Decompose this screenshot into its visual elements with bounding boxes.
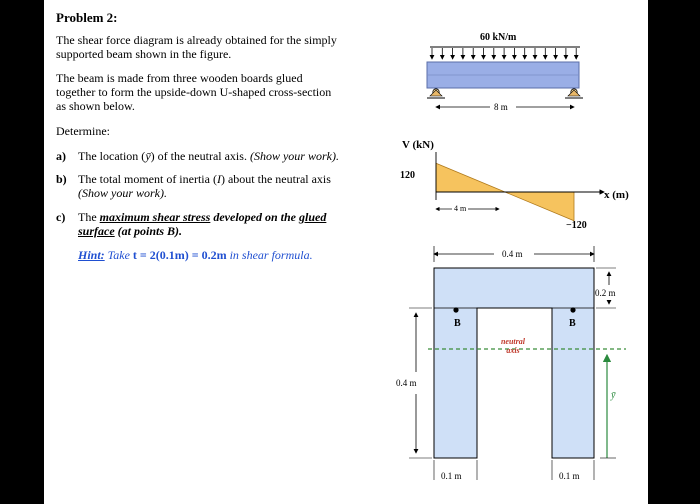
sfd-positive-area xyxy=(436,163,505,192)
sfd-axis-v-label: V (kN) xyxy=(402,139,434,151)
part-c-surface: surface xyxy=(78,224,115,238)
section-flange-label: 0.2 m xyxy=(595,288,616,298)
intro-line-2: supported beam shown in the figure. xyxy=(56,47,232,61)
part-a-pre: The location ( xyxy=(78,149,146,163)
problem-title: Problem 2: xyxy=(56,10,118,25)
para2-line-2: together to form the upside-down U-shaped cross-section xyxy=(56,85,332,99)
part-c-mid: developed on the xyxy=(210,210,300,224)
pin-support-right xyxy=(565,89,583,98)
point-b-right xyxy=(570,307,575,312)
span-label: 8 m xyxy=(494,102,508,112)
part-a-ybar: ȳ xyxy=(145,149,151,163)
hint-t: t xyxy=(132,248,137,262)
hint-label: Hint: xyxy=(78,248,105,262)
part-b-label: b) xyxy=(56,172,67,186)
sfd-negative-area xyxy=(505,192,574,221)
intro-line-1: The shear force diagram is already obtained for the simply xyxy=(56,33,337,47)
sfd-zero-label: 4 m xyxy=(454,204,467,213)
sfd-axis-x-label: x (m) xyxy=(604,189,629,201)
point-b-right-label: B xyxy=(569,318,576,329)
neutral-axis-label-line1: neutral xyxy=(500,337,525,346)
hint-value: 0.2m xyxy=(201,248,227,262)
cross-section xyxy=(434,268,594,458)
hint-eq: = 2(0.1m) = xyxy=(136,248,202,262)
hint-pre: Take xyxy=(104,248,133,262)
point-b-left-label: B xyxy=(454,318,461,329)
part-c-pre: The xyxy=(78,210,100,224)
part-c-emph1: maximum shear stress xyxy=(99,210,211,224)
part-c-label: c) xyxy=(56,210,66,224)
part-c-emph2: glued xyxy=(299,210,327,224)
part-a-label: a) xyxy=(56,149,66,163)
section-width-label: 0.4 m xyxy=(502,249,523,259)
section-height-label: 0.4 m xyxy=(396,378,417,388)
point-b-left xyxy=(453,307,458,312)
part-b-I: I xyxy=(216,172,221,186)
sfd-min-label: −120 xyxy=(566,220,587,231)
part-c-rest: (at points B). xyxy=(114,224,183,238)
load-label: 60 kN/m xyxy=(480,32,517,43)
distributed-load xyxy=(430,47,580,59)
section-leg-right-label: 0.1 m xyxy=(559,471,580,481)
ybar-label: ȳ xyxy=(611,390,616,401)
section-leg-left-label: 0.1 m xyxy=(441,471,462,481)
part-a-mid: ) of the neutral axis. xyxy=(150,149,247,163)
sfd-max-label: 120 xyxy=(400,170,415,181)
pin-support-left xyxy=(427,89,445,98)
neutral-axis-label-line2: axis xyxy=(506,346,520,355)
figures-svg xyxy=(44,0,648,504)
neutral-axis-label xyxy=(495,337,531,355)
para2-line-3: as shown below. xyxy=(56,99,135,113)
problem-sheet xyxy=(44,0,648,504)
part-b-mid: ) about the neutral axis xyxy=(220,172,331,186)
load-arrows xyxy=(432,48,576,59)
determine-label: Determine: xyxy=(56,124,110,138)
hint-post: in shear formula. xyxy=(226,248,313,262)
part-a-note: (Show your work). xyxy=(249,149,339,163)
part-b-pre: The total moment of inertia ( xyxy=(78,172,217,186)
part-b-note: (Show your work). xyxy=(78,186,167,200)
para2-line-1: The beam is made from three wooden boards glued xyxy=(56,71,303,85)
